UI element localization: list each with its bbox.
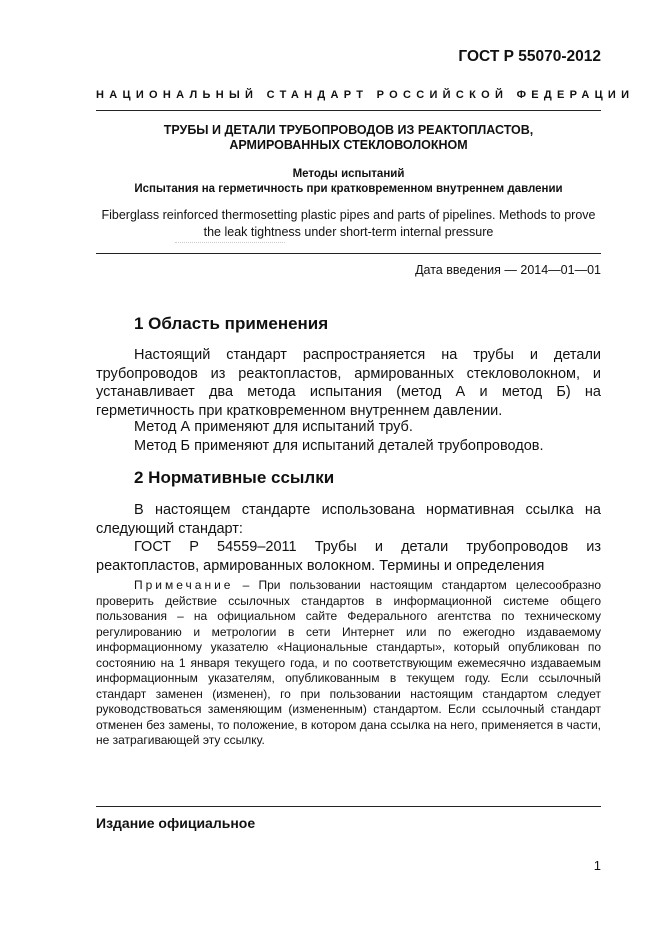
subtitle-line: Испытания на герметичность при кратковременном внутреннем давлении [134, 183, 563, 195]
national-standard-header: НАЦИОНАЛЬНЫЙ СТАНДАРТ РОССИЙСКОЙ ФЕДЕРАЦИИ [96, 89, 635, 101]
page-number: 1 [593, 858, 601, 873]
title-line-2: АРМИРОВАННЫХ СТЕКЛОВОЛОКНОМ [229, 138, 468, 152]
document-subtitle [96, 167, 601, 197]
document-title [96, 123, 601, 153]
section-2-heading: 2 Нормативные ссылки [134, 468, 335, 487]
english-title-line-2: the leak tightness under short-term internal pressure [203, 225, 494, 239]
footer-rule [96, 806, 601, 807]
section-2-paragraph-2: ГОСТ Р 54559–2011 Трубы и детали трубопроводов из реактопластов, армированных волокном. Термины и определения [96, 539, 601, 574]
section-1-paragraph-1: Настоящий стандарт распространяется на трубы и детали трубопроводов из реактопластов, армированных стекловолокном, и устанавливает два метода испытания (метод А и метод Б) на герметичность при кратковременном внутреннем давлении. [96, 347, 601, 419]
methods-label: Методы испытаний [292, 168, 405, 180]
faint-divider [175, 242, 285, 243]
section-1-heading: 1 Область применения [134, 314, 329, 333]
introduction-date: Дата введения — 2014—01—01 [415, 263, 601, 277]
title-rule [96, 253, 601, 254]
section-1-paragraph-2: Метод А применяют для испытаний труб. [134, 419, 413, 435]
document-code: ГОСТ Р 55070-2012 [458, 48, 601, 65]
note-label: Примечание [134, 578, 234, 592]
official-edition-label: Издание официальное [96, 815, 256, 831]
section-2-paragraph-1: В настоящем стандарте использована нормативная ссылка на следующий стандарт: [96, 502, 601, 537]
section-2-note [96, 578, 601, 749]
title-line-1: ТРУБЫ И ДЕТАЛИ ТРУБОПРОВОДОВ ИЗ РЕАКТОПЛАСТОВ, [163, 123, 534, 137]
header-rule [96, 110, 601, 111]
section-1-paragraph-3: Метод Б применяют для испытаний деталей трубопроводов. [134, 438, 544, 454]
note-text: – При пользовании настоящим стандартом целесообразно проверить действие ссылочных стандартов в информационной системе общего пользования – на официальном сайте Федерального агентства по техническому регулированию и метрологии в сети Интернет или по ежегодно издаваемому информационному указателю «Национальные стандарты», который опубликован по состоянию на 1 января текущего года, и по соответствующим ежемесячно издаваемым информационным указателям, опубликованным в текущем году. Если ссылочный стандарт заменен (изменен), го при пользовании настоящим стандартом следует руководствоваться заменяющим (измененным) стандартом. Если ссылочный стандарт отменен без замены, то положение, в котором дана ссылка на него, применяется в части, не затрагивающей эту ссылку. [96, 578, 601, 747]
english-title [96, 207, 601, 241]
english-title-line-1: Fiberglass reinforced thermosetting plastic pipes and parts of pipelines. Methods to prove [101, 208, 596, 222]
